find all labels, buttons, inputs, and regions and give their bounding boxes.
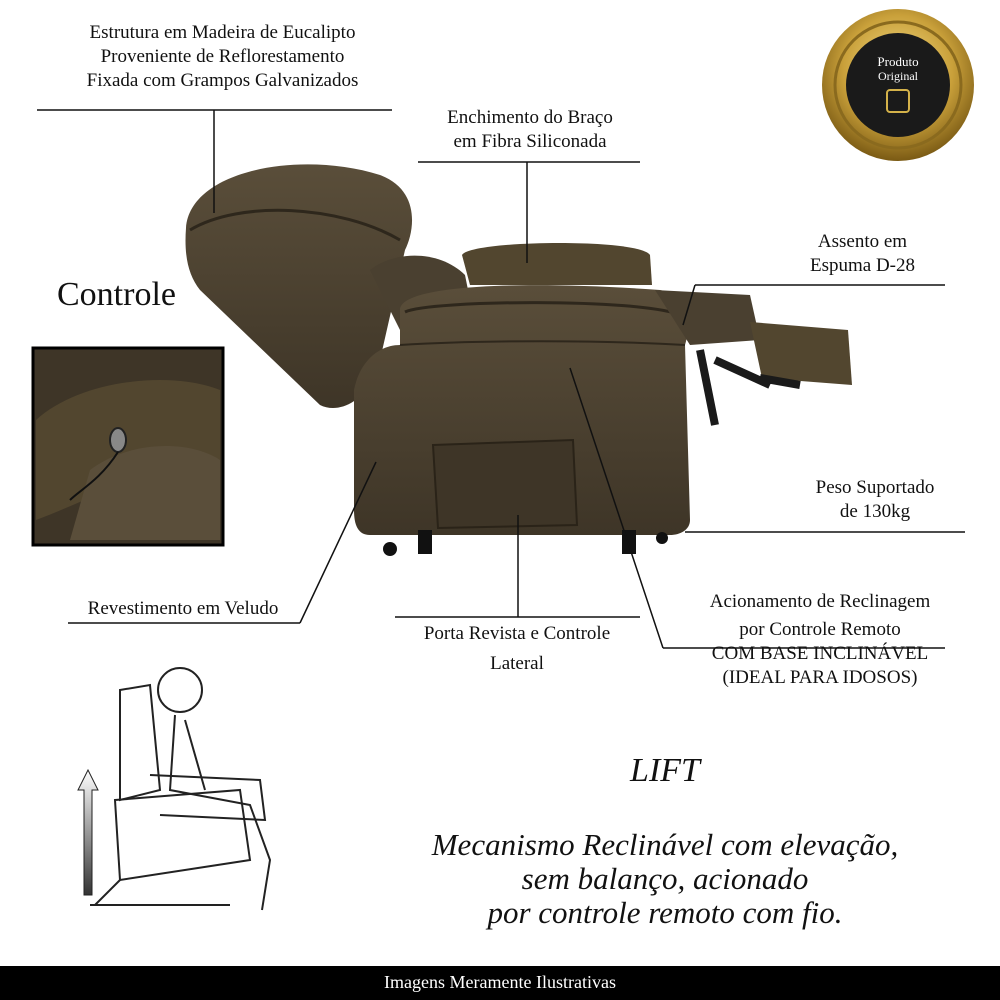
- label-assento: [780, 230, 945, 278]
- label-estrutura: [45, 21, 400, 93]
- label-line: Estrutura em Madeira de Eucalipto: [89, 22, 356, 43]
- description-line: sem balanço, acionado: [521, 861, 809, 896]
- description-line: Mecanismo Reclinável com elevação,: [431, 827, 899, 862]
- label-braco: [410, 106, 650, 154]
- label-line: COM BASE INCLINÁVEL: [711, 643, 929, 664]
- lift-title: LIFT: [630, 752, 700, 789]
- footer-banner: Imagens Meramente Ilustrativas: [0, 966, 1000, 1000]
- recliner-chair: [186, 164, 852, 556]
- label-line: Peso Suportado: [815, 477, 935, 498]
- badge-line1: Produto: [877, 54, 919, 69]
- label-revestimento: [66, 597, 300, 621]
- description: [330, 828, 1000, 930]
- label-line: Revestimento em Veludo: [87, 598, 279, 619]
- produto-original-badge: [822, 9, 974, 161]
- label-peso: [790, 476, 960, 524]
- controle-title: Controle: [57, 276, 176, 313]
- label-line: em Fibra Siliconada: [453, 131, 607, 152]
- label-line: por Controle Remoto: [739, 619, 901, 640]
- label-line: Assento em: [817, 231, 908, 252]
- label-porta: [392, 622, 642, 676]
- label-line: Lateral: [490, 653, 544, 674]
- description-line: por controle remoto com fio.: [487, 895, 843, 930]
- label-line: Enchimento do Braço: [447, 107, 613, 128]
- controle-inset: [33, 348, 223, 545]
- label-line: de 130kg: [839, 501, 911, 522]
- badge-line2: Original: [878, 69, 918, 83]
- label-line: Acionamento de Reclinagem: [709, 591, 931, 612]
- badge-text: [848, 54, 948, 84]
- label-line: Fixada com Grampos Galvanizados: [86, 70, 359, 91]
- label-line: Proveniente de Reflorestamento: [100, 46, 345, 67]
- label-line: Porta Revista e Controle: [423, 623, 611, 644]
- label-line: Espuma D-28: [809, 255, 915, 276]
- label-line: (IDEAL PARA IDOSOS): [722, 667, 918, 688]
- label-acionamento: [672, 590, 968, 690]
